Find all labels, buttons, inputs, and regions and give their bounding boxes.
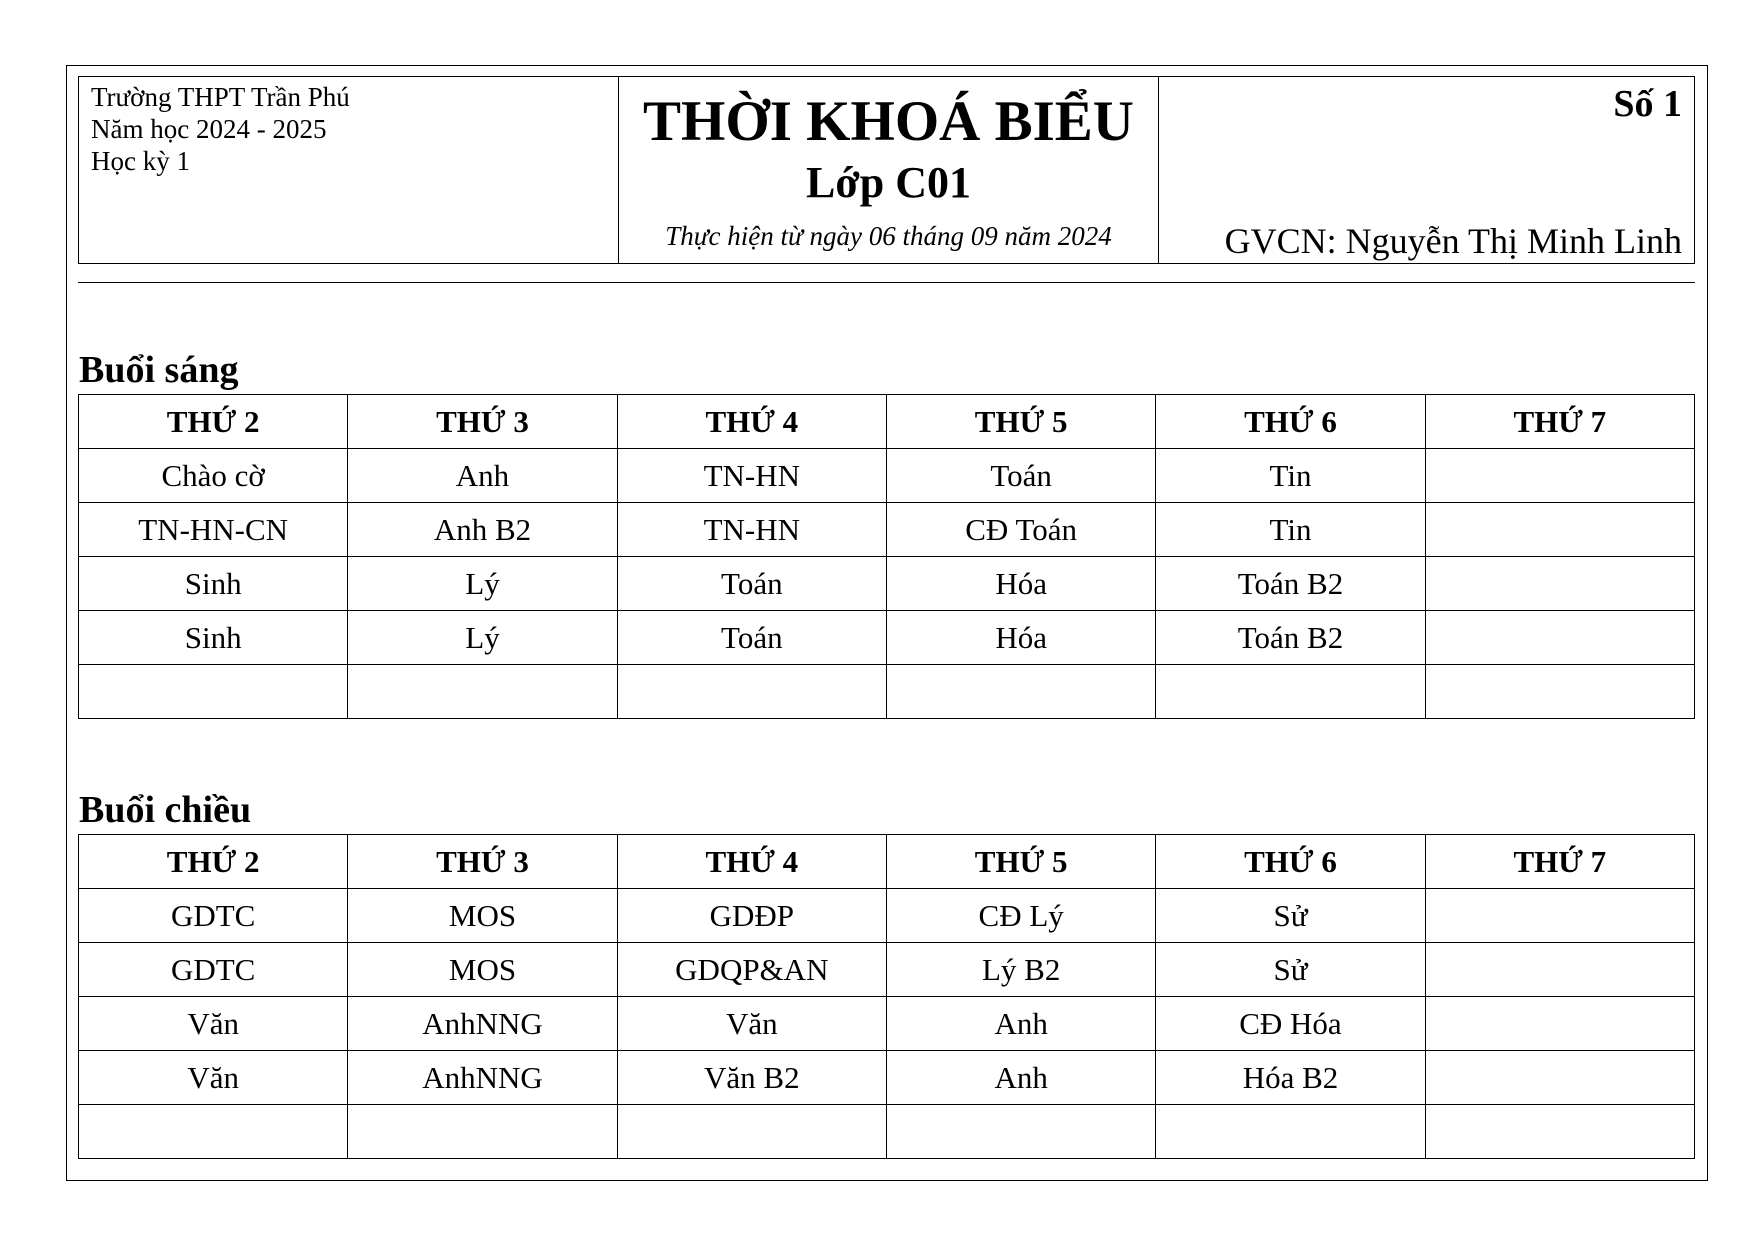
morning-timetable <box>78 394 1695 719</box>
table-row <box>79 611 1695 665</box>
title-block <box>619 77 1159 263</box>
subject-cell <box>1425 1105 1694 1159</box>
subject-cell: Hóa B2 <box>1156 1051 1425 1105</box>
subject-cell <box>1425 1051 1694 1105</box>
subject-cell <box>1425 665 1694 719</box>
subject-cell <box>1425 889 1694 943</box>
document-title: THỜI KHOÁ BIỂU <box>643 90 1134 153</box>
subject-cell <box>79 665 348 719</box>
subject-cell: Anh <box>886 997 1155 1051</box>
subject-cell: Chào cờ <box>79 449 348 503</box>
day-header: THỨ 6 <box>1156 835 1425 889</box>
morning-session-title: Buổi sáng <box>79 349 239 391</box>
subject-cell <box>1425 449 1694 503</box>
subject-cell: Sử <box>1156 889 1425 943</box>
table-row <box>79 557 1695 611</box>
table-row <box>79 997 1695 1051</box>
day-header: THỨ 5 <box>886 395 1155 449</box>
day-header: THỨ 2 <box>79 835 348 889</box>
subject-cell: Văn <box>79 1051 348 1105</box>
subject-cell: Tin <box>1156 503 1425 557</box>
subject-cell: Toán <box>617 557 886 611</box>
subject-cell <box>1425 943 1694 997</box>
day-header: THỨ 5 <box>886 835 1155 889</box>
subject-cell: Văn <box>617 997 886 1051</box>
table-header-row <box>79 395 1695 449</box>
subject-cell <box>348 1105 617 1159</box>
school-name: Trường THPT Trần Phú <box>91 82 350 112</box>
subject-cell <box>348 665 617 719</box>
table-row <box>79 665 1695 719</box>
table-row <box>79 1105 1695 1159</box>
day-header: THỨ 7 <box>1425 835 1694 889</box>
subject-cell <box>617 1105 886 1159</box>
subject-cell: Anh B2 <box>348 503 617 557</box>
school-year: Năm học 2024 - 2025 <box>91 114 327 144</box>
subject-cell: GDTC <box>79 943 348 997</box>
table-header-row <box>79 835 1695 889</box>
day-header: THỨ 4 <box>617 835 886 889</box>
subject-cell: Hóa <box>886 557 1155 611</box>
school-info <box>79 77 619 263</box>
day-header: THỨ 2 <box>79 395 348 449</box>
subject-cell: GDĐP <box>617 889 886 943</box>
homeroom-teacher: GVCN: Nguyễn Thị Minh Linh <box>1224 221 1682 261</box>
subject-cell <box>1156 665 1425 719</box>
header-divider <box>78 282 1695 283</box>
subject-cell <box>1156 1105 1425 1159</box>
subject-cell: Lý <box>348 611 617 665</box>
day-header: THỨ 4 <box>617 395 886 449</box>
table-row <box>79 1051 1695 1105</box>
subject-cell: CĐ Hóa <box>1156 997 1425 1051</box>
subject-cell: CĐ Toán <box>886 503 1155 557</box>
subject-cell: GDQP&AN <box>617 943 886 997</box>
subject-cell: Lý B2 <box>886 943 1155 997</box>
subject-cell: MOS <box>348 943 617 997</box>
subject-cell: TN-HN-CN <box>79 503 348 557</box>
subject-cell: CĐ Lý <box>886 889 1155 943</box>
subject-cell: MOS <box>348 889 617 943</box>
subject-cell: Lý <box>348 557 617 611</box>
subject-cell <box>1425 611 1694 665</box>
class-name: Lớp C01 <box>806 158 971 207</box>
subject-cell <box>1425 503 1694 557</box>
subject-cell: Sinh <box>79 557 348 611</box>
table-row <box>79 889 1695 943</box>
semester: Học kỳ 1 <box>91 146 190 176</box>
subject-cell <box>79 1105 348 1159</box>
subject-cell <box>1425 997 1694 1051</box>
day-header: THỨ 3 <box>348 835 617 889</box>
subject-cell <box>886 1105 1155 1159</box>
subject-cell <box>617 665 886 719</box>
afternoon-session-title: Buổi chiều <box>79 789 252 831</box>
subject-cell: Tin <box>1156 449 1425 503</box>
subject-cell: Anh <box>886 1051 1155 1105</box>
day-header: THỨ 7 <box>1425 395 1694 449</box>
subject-cell: Văn B2 <box>617 1051 886 1105</box>
subject-cell: TN-HN <box>617 449 886 503</box>
right-info <box>1159 77 1694 263</box>
subject-cell: AnhNNG <box>348 1051 617 1105</box>
table-row <box>79 943 1695 997</box>
subject-cell: Toán B2 <box>1156 611 1425 665</box>
subject-cell: Toán B2 <box>1156 557 1425 611</box>
subject-cell: AnhNNG <box>348 997 617 1051</box>
table-row <box>79 449 1695 503</box>
subject-cell: TN-HN <box>617 503 886 557</box>
day-header: THỨ 6 <box>1156 395 1425 449</box>
document-number: Số 1 <box>1613 83 1682 125</box>
subject-cell: GDTC <box>79 889 348 943</box>
table-row <box>79 503 1695 557</box>
subject-cell: Toán <box>617 611 886 665</box>
subject-cell: Sử <box>1156 943 1425 997</box>
subject-cell: Sinh <box>79 611 348 665</box>
afternoon-timetable <box>78 834 1695 1159</box>
effective-date: Thực hiện từ ngày 06 tháng 09 năm 2024 <box>665 221 1112 251</box>
subject-cell <box>886 665 1155 719</box>
day-header: THỨ 3 <box>348 395 617 449</box>
subject-cell <box>1425 557 1694 611</box>
subject-cell: Văn <box>79 997 348 1051</box>
subject-cell: Hóa <box>886 611 1155 665</box>
timetable-header <box>78 76 1695 264</box>
subject-cell: Anh <box>348 449 617 503</box>
subject-cell: Toán <box>886 449 1155 503</box>
